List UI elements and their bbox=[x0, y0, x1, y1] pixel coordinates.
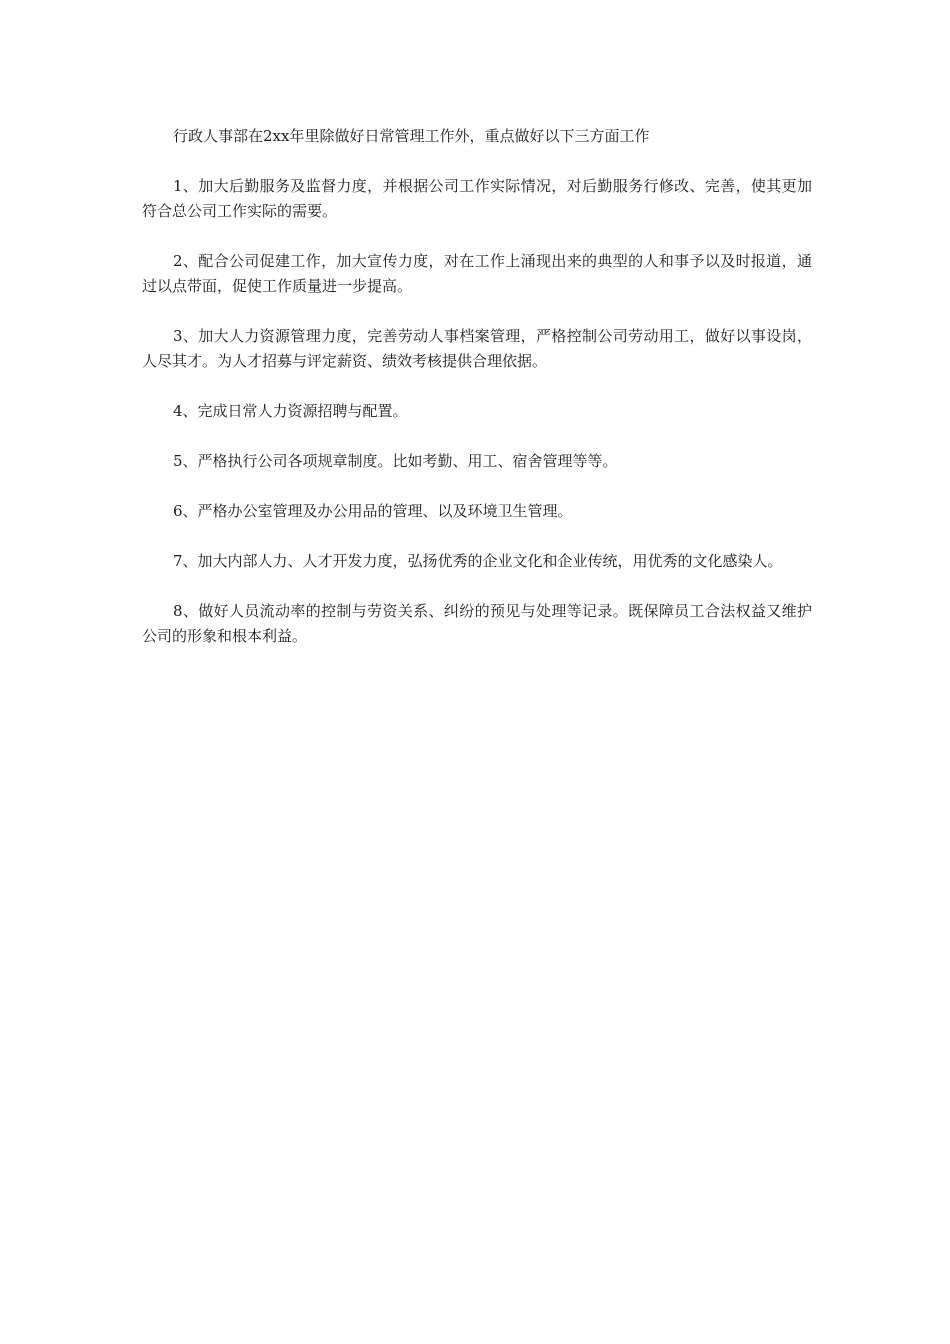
list-item: 2、配合公司促建工作，加大宣传力度，对在工作上涌现出来的典型的人和事予以及时报道，通过以点带面，促使工作质量进一步提高。 bbox=[142, 252, 812, 295]
intro-paragraph: 行政人事部在2xx年里除做好日常管理工作外，重点做好以下三方面工作 bbox=[173, 127, 650, 145]
list-item: 4、完成日常人力资源招聘与配置。 bbox=[173, 402, 408, 420]
list-item: 3、加大人力资源管理力度，完善劳动人事档案管理，严格控制公司劳动用工，做好以事设岗，人尽其才。为人才招募与评定薪资、绩效考核提供合理依据。 bbox=[142, 327, 812, 370]
list-item: 8、做好人员流动率的控制与劳资关系、纠纷的预见与处理等记录。既保障员工合法权益又维护公司的形象和根本利益。 bbox=[142, 602, 812, 645]
list-item: 7、加大内部人力、人才开发力度，弘扬优秀的企业文化和企业传统，用优秀的文化感染人。 bbox=[173, 552, 783, 570]
list-item: 5、严格执行公司各项规章制度。比如考勤、用工、宿舍管理等等。 bbox=[173, 452, 618, 470]
list-item: 6、严格办公室管理及办公用品的管理、以及环境卫生管理。 bbox=[173, 502, 573, 520]
document-body bbox=[142, 124, 812, 674]
list-item: 1、加大后勤服务及监督力度，并根据公司工作实际情况，对后勤服务行修改、完善，使其更加符合总公司工作实际的需要。 bbox=[142, 177, 812, 220]
